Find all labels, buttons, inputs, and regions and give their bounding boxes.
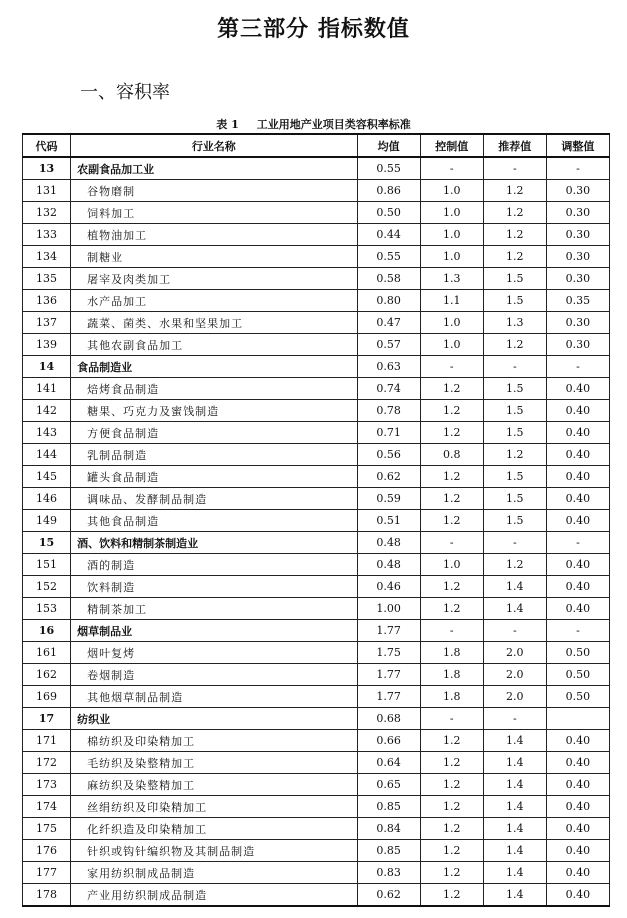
cell-recommended: 1.5 <box>483 466 546 488</box>
cell-industry-name: 毛纺织及染整精加工 <box>71 752 357 774</box>
cell-control: 1.0 <box>420 334 483 356</box>
cell-industry-name: 水产品加工 <box>71 290 357 312</box>
cell-recommended: 1.4 <box>483 752 546 774</box>
cell-industry-name: 烟草制品业 <box>71 620 357 642</box>
cell-control: 1.2 <box>420 488 483 510</box>
cell-adjustment: - <box>546 620 609 642</box>
cell-code: 145 <box>23 466 71 488</box>
cell-recommended: 1.5 <box>483 290 546 312</box>
cell-industry-name: 棉纺织及印染精加工 <box>71 730 357 752</box>
cell-code: 177 <box>23 862 71 884</box>
cell-adjustment: 0.40 <box>546 774 609 796</box>
cell-recommended: 1.2 <box>483 202 546 224</box>
cell-adjustment: 0.40 <box>546 796 609 818</box>
cell-adjustment: 0.40 <box>546 510 609 532</box>
cell-code: 173 <box>23 774 71 796</box>
cell-adjustment: 0.50 <box>546 642 609 664</box>
cell-control: 1.2 <box>420 510 483 532</box>
cell-code: 137 <box>23 312 71 334</box>
cell-adjustment: 0.40 <box>546 554 609 576</box>
cell-mean: 0.66 <box>357 730 420 752</box>
cell-adjustment: 0.40 <box>546 840 609 862</box>
header-recommended: 推荐值 <box>483 134 546 157</box>
section-heading: 一、容积率 <box>80 82 170 103</box>
cell-recommended: - <box>483 157 546 180</box>
cell-control: - <box>420 532 483 554</box>
cell-industry-name: 谷物磨制 <box>71 180 357 202</box>
cell-industry-name: 麻纺织及染整精加工 <box>71 774 357 796</box>
cell-recommended: 1.5 <box>483 378 546 400</box>
cell-adjustment <box>546 708 609 730</box>
cell-recommended: 1.4 <box>483 576 546 598</box>
cell-mean: 0.62 <box>357 466 420 488</box>
cell-adjustment: 0.50 <box>546 664 609 686</box>
cell-adjustment: 0.30 <box>546 312 609 334</box>
cell-code: 139 <box>23 334 71 356</box>
cell-recommended: - <box>483 708 546 730</box>
table-row <box>23 510 610 532</box>
cell-control: - <box>420 708 483 730</box>
cell-industry-name: 家用纺织制成品制造 <box>71 862 357 884</box>
cell-adjustment: 0.40 <box>546 884 609 907</box>
cell-recommended: 1.4 <box>483 884 546 907</box>
table-row <box>23 268 610 290</box>
header-industry-name: 行业名称 <box>71 134 357 157</box>
table-row <box>23 642 610 664</box>
table-caption <box>0 116 627 132</box>
table-row <box>23 774 610 796</box>
cell-mean: 0.48 <box>357 532 420 554</box>
cell-adjustment: 0.50 <box>546 686 609 708</box>
cell-control: 1.2 <box>420 598 483 620</box>
cell-control: 1.0 <box>420 180 483 202</box>
cell-recommended: 1.2 <box>483 246 546 268</box>
header-adjustment: 调整值 <box>546 134 609 157</box>
table-row <box>23 290 610 312</box>
cell-mean: 0.63 <box>357 356 420 378</box>
cell-control: 1.2 <box>420 884 483 907</box>
table-row <box>23 378 610 400</box>
page-title: 第三部分 指标数值 <box>217 16 410 42</box>
cell-control: 1.2 <box>420 730 483 752</box>
cell-recommended: 1.4 <box>483 730 546 752</box>
cell-recommended: - <box>483 532 546 554</box>
cell-industry-name: 焙烤食品制造 <box>71 378 357 400</box>
table-row <box>23 576 610 598</box>
cell-code: 16 <box>23 620 71 642</box>
cell-recommended: 1.2 <box>483 334 546 356</box>
cell-industry-name: 饲料加工 <box>71 202 357 224</box>
table-row <box>23 246 610 268</box>
cell-recommended: 2.0 <box>483 664 546 686</box>
cell-industry-name: 其他食品制造 <box>71 510 357 532</box>
cell-industry-name: 化纤织造及印染精加工 <box>71 818 357 840</box>
table-row <box>23 488 610 510</box>
cell-control: - <box>420 356 483 378</box>
cell-control: 1.2 <box>420 862 483 884</box>
cell-code: 178 <box>23 884 71 907</box>
table-row <box>23 400 610 422</box>
cell-recommended: 1.3 <box>483 312 546 334</box>
cell-mean: 0.85 <box>357 840 420 862</box>
table-row <box>23 224 610 246</box>
header-code: 代码 <box>23 134 71 157</box>
table-row <box>23 796 610 818</box>
cell-adjustment: - <box>546 157 609 180</box>
cell-mean: 0.51 <box>357 510 420 532</box>
cell-code: 176 <box>23 840 71 862</box>
cell-industry-name: 蔬菜、菌类、水果和坚果加工 <box>71 312 357 334</box>
cell-adjustment: 0.40 <box>546 598 609 620</box>
cell-code: 134 <box>23 246 71 268</box>
cell-industry-name: 屠宰及肉类加工 <box>71 268 357 290</box>
cell-control: 1.0 <box>420 246 483 268</box>
cell-code: 175 <box>23 818 71 840</box>
cell-mean: 0.55 <box>357 246 420 268</box>
cell-code: 132 <box>23 202 71 224</box>
cell-adjustment: 0.40 <box>546 730 609 752</box>
cell-mean: 0.46 <box>357 576 420 598</box>
cell-control: 0.8 <box>420 444 483 466</box>
cell-recommended: 1.4 <box>483 862 546 884</box>
table-row <box>23 884 610 907</box>
cell-control: 1.3 <box>420 268 483 290</box>
cell-industry-name: 食品制造业 <box>71 356 357 378</box>
cell-control: 1.8 <box>420 686 483 708</box>
cell-control: 1.0 <box>420 554 483 576</box>
table-row <box>23 598 610 620</box>
cell-industry-name: 其他烟草制品制造 <box>71 686 357 708</box>
cell-recommended: 2.0 <box>483 642 546 664</box>
table-body <box>23 157 610 906</box>
cell-code: 13 <box>23 157 71 180</box>
cell-code: 174 <box>23 796 71 818</box>
cell-mean: 0.86 <box>357 180 420 202</box>
cell-control: 1.2 <box>420 378 483 400</box>
cell-adjustment: 0.30 <box>546 268 609 290</box>
cell-mean: 1.77 <box>357 664 420 686</box>
cell-mean: 1.77 <box>357 686 420 708</box>
cell-code: 169 <box>23 686 71 708</box>
table-row <box>23 466 610 488</box>
table-row <box>23 422 610 444</box>
cell-control: 1.2 <box>420 422 483 444</box>
table-row <box>23 862 610 884</box>
cell-code: 17 <box>23 708 71 730</box>
table-row <box>23 840 610 862</box>
cell-adjustment: 0.35 <box>546 290 609 312</box>
cell-industry-name: 糖果、巧克力及蜜饯制造 <box>71 400 357 422</box>
cell-industry-name: 植物油加工 <box>71 224 357 246</box>
cell-mean: 0.68 <box>357 708 420 730</box>
floor-area-ratio-table <box>22 133 610 907</box>
cell-control: 1.0 <box>420 202 483 224</box>
cell-mean: 0.59 <box>357 488 420 510</box>
table-number: 表 1 <box>216 118 239 131</box>
table-row <box>23 686 610 708</box>
cell-code: 161 <box>23 642 71 664</box>
cell-adjustment: 0.30 <box>546 224 609 246</box>
cell-code: 143 <box>23 422 71 444</box>
cell-adjustment: 0.40 <box>546 818 609 840</box>
cell-code: 152 <box>23 576 71 598</box>
cell-industry-name: 丝绢纺织及印染精加工 <box>71 796 357 818</box>
cell-recommended: 1.2 <box>483 444 546 466</box>
cell-recommended: 1.5 <box>483 422 546 444</box>
cell-adjustment: 0.40 <box>546 752 609 774</box>
cell-industry-name: 农副食品加工业 <box>71 157 357 180</box>
cell-adjustment: - <box>546 356 609 378</box>
cell-control: 1.2 <box>420 400 483 422</box>
cell-control: 1.2 <box>420 840 483 862</box>
cell-mean: 0.57 <box>357 334 420 356</box>
cell-recommended: 1.2 <box>483 554 546 576</box>
cell-control: 1.2 <box>420 818 483 840</box>
cell-adjustment: 0.40 <box>546 576 609 598</box>
cell-industry-name: 方便食品制造 <box>71 422 357 444</box>
header-mean: 均值 <box>357 134 420 157</box>
table-row <box>23 180 610 202</box>
cell-industry-name: 产业用纺织制成品制造 <box>71 884 357 907</box>
cell-code: 153 <box>23 598 71 620</box>
cell-control: 1.0 <box>420 224 483 246</box>
cell-adjustment: 0.40 <box>546 862 609 884</box>
cell-control: 1.8 <box>420 642 483 664</box>
cell-industry-name: 纺织业 <box>71 708 357 730</box>
cell-mean: 0.78 <box>357 400 420 422</box>
cell-adjustment: 0.30 <box>546 202 609 224</box>
cell-code: 171 <box>23 730 71 752</box>
table-row <box>23 730 610 752</box>
cell-mean: 0.85 <box>357 796 420 818</box>
cell-control: 1.2 <box>420 576 483 598</box>
cell-industry-name: 乳制品制造 <box>71 444 357 466</box>
cell-mean: 0.55 <box>357 157 420 180</box>
cell-mean: 0.65 <box>357 774 420 796</box>
cell-control: 1.2 <box>420 466 483 488</box>
cell-code: 15 <box>23 532 71 554</box>
cell-code: 144 <box>23 444 71 466</box>
table-row <box>23 334 610 356</box>
cell-recommended: 2.0 <box>483 686 546 708</box>
cell-recommended: 1.5 <box>483 510 546 532</box>
cell-recommended: 1.5 <box>483 488 546 510</box>
cell-code: 133 <box>23 224 71 246</box>
table-category-row <box>23 356 610 378</box>
cell-industry-name: 饮料制造 <box>71 576 357 598</box>
cell-industry-name: 酒的制造 <box>71 554 357 576</box>
cell-mean: 0.48 <box>357 554 420 576</box>
cell-code: 14 <box>23 356 71 378</box>
cell-control: - <box>420 157 483 180</box>
header-control: 控制值 <box>420 134 483 157</box>
cell-code: 135 <box>23 268 71 290</box>
cell-recommended: 1.4 <box>483 598 546 620</box>
cell-code: 149 <box>23 510 71 532</box>
cell-mean: 0.74 <box>357 378 420 400</box>
cell-adjustment: - <box>546 532 609 554</box>
cell-industry-name: 其他农副食品加工 <box>71 334 357 356</box>
cell-recommended: 1.5 <box>483 400 546 422</box>
cell-mean: 0.58 <box>357 268 420 290</box>
table-category-row <box>23 620 610 642</box>
table-row <box>23 554 610 576</box>
cell-recommended: 1.2 <box>483 180 546 202</box>
cell-mean: 0.84 <box>357 818 420 840</box>
table-caption-text: 工业用地产业项目类容积率标准 <box>256 118 411 131</box>
cell-code: 151 <box>23 554 71 576</box>
cell-mean: 0.50 <box>357 202 420 224</box>
cell-code: 131 <box>23 180 71 202</box>
cell-adjustment: 0.40 <box>546 466 609 488</box>
table-category-row <box>23 708 610 730</box>
cell-industry-name: 制糖业 <box>71 246 357 268</box>
cell-industry-name: 烟叶复烤 <box>71 642 357 664</box>
cell-code: 172 <box>23 752 71 774</box>
cell-mean: 0.44 <box>357 224 420 246</box>
cell-industry-name: 调味品、发酵制品制造 <box>71 488 357 510</box>
cell-control: 1.0 <box>420 312 483 334</box>
cell-control: - <box>420 620 483 642</box>
cell-adjustment: 0.30 <box>546 334 609 356</box>
cell-mean: 1.00 <box>357 598 420 620</box>
cell-code: 146 <box>23 488 71 510</box>
cell-industry-name: 罐头食品制造 <box>71 466 357 488</box>
cell-adjustment: 0.40 <box>546 444 609 466</box>
cell-mean: 0.64 <box>357 752 420 774</box>
cell-adjustment: 0.40 <box>546 378 609 400</box>
cell-industry-name: 针织或钩针编织物及其制品制造 <box>71 840 357 862</box>
cell-code: 162 <box>23 664 71 686</box>
cell-recommended: 1.4 <box>483 818 546 840</box>
cell-industry-name: 酒、饮料和精制茶制造业 <box>71 532 357 554</box>
cell-adjustment: 0.40 <box>546 488 609 510</box>
cell-industry-name: 卷烟制造 <box>71 664 357 686</box>
cell-adjustment: 0.30 <box>546 180 609 202</box>
table-row <box>23 312 610 334</box>
table-category-row <box>23 157 610 180</box>
cell-code: 141 <box>23 378 71 400</box>
cell-control: 1.2 <box>420 752 483 774</box>
cell-recommended: 1.4 <box>483 774 546 796</box>
table-header-row <box>23 134 610 157</box>
cell-mean: 0.83 <box>357 862 420 884</box>
table-row <box>23 818 610 840</box>
cell-mean: 0.47 <box>357 312 420 334</box>
table-category-row <box>23 532 610 554</box>
cell-control: 1.1 <box>420 290 483 312</box>
cell-recommended: 1.2 <box>483 224 546 246</box>
cell-recommended: 1.4 <box>483 796 546 818</box>
cell-recommended: 1.5 <box>483 268 546 290</box>
cell-control: 1.2 <box>420 774 483 796</box>
cell-control: 1.2 <box>420 796 483 818</box>
cell-mean: 1.77 <box>357 620 420 642</box>
cell-mean: 0.71 <box>357 422 420 444</box>
table-row <box>23 752 610 774</box>
cell-recommended: 1.4 <box>483 840 546 862</box>
cell-industry-name: 精制茶加工 <box>71 598 357 620</box>
cell-mean: 0.80 <box>357 290 420 312</box>
cell-code: 136 <box>23 290 71 312</box>
cell-adjustment: 0.40 <box>546 400 609 422</box>
cell-adjustment: 0.30 <box>546 246 609 268</box>
cell-recommended: - <box>483 620 546 642</box>
table-row <box>23 664 610 686</box>
cell-mean: 0.56 <box>357 444 420 466</box>
cell-control: 1.8 <box>420 664 483 686</box>
cell-code: 142 <box>23 400 71 422</box>
table-row <box>23 444 610 466</box>
cell-mean: 0.62 <box>357 884 420 907</box>
cell-recommended: - <box>483 356 546 378</box>
cell-adjustment: 0.40 <box>546 422 609 444</box>
table-row <box>23 202 610 224</box>
cell-mean: 1.75 <box>357 642 420 664</box>
